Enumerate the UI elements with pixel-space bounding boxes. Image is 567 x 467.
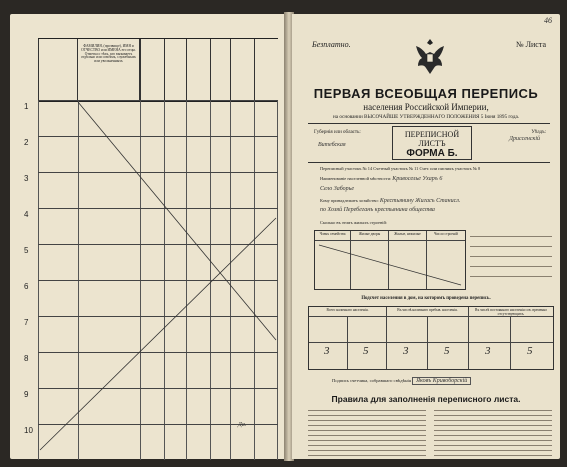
place-value: Кривоселье Ухаръ 6 <box>392 176 443 182</box>
row-number: 5 <box>24 246 29 255</box>
summary-header: Въ числѣ наличнаго пребыв. населенія. <box>387 307 469 317</box>
census-subtitle: населения Российской Империи, <box>363 102 489 112</box>
summary-table <box>308 306 554 370</box>
summary-header: Всего наличнаго населенія. <box>309 307 387 317</box>
summary-value: 5 <box>444 345 450 357</box>
right-page <box>292 14 560 459</box>
imperial-eagle-emblem <box>412 36 448 76</box>
header-cell <box>164 39 186 101</box>
province-value: Витебская <box>318 142 346 148</box>
summary-value: 3 <box>403 345 409 357</box>
district-label: Уѣздъ: <box>531 130 546 135</box>
summary-value: 3 <box>324 345 330 357</box>
district-value: Дриссенскій <box>509 136 540 142</box>
village-value: Село Заборье <box>320 186 355 192</box>
row-number: 8 <box>24 354 29 363</box>
left-table-body <box>24 100 278 460</box>
signature-label: Подпись счетчика, собравшаго свѣдѣнія <box>332 378 411 383</box>
owner-value: Крестьянину Жигасъ Станисл. <box>379 198 461 204</box>
table-header: Число строеній <box>427 231 465 241</box>
summary-value: 3 <box>485 345 491 357</box>
buildings-table <box>314 230 466 290</box>
buildings-count-label: Сколько въ этомъ жилыхъ строеній: <box>320 220 388 225</box>
signature-value: Яковъ Кривоборскій <box>412 377 471 385</box>
owner-label: Кому принадлежитъ хозяйство: <box>320 198 379 203</box>
place-label: Наименованіе населенной мѣстности: <box>320 176 392 181</box>
summary-header: Въ числѣ постояннаго населенія сов. временно отсутствующихъ. <box>469 307 553 317</box>
page-corner-number: 46 <box>544 16 552 25</box>
rules-title: Правила для заполненія переписного листа. <box>331 394 521 404</box>
summary-value: 5 <box>363 345 369 357</box>
form-box <box>392 126 472 160</box>
hand-mark: Да. <box>238 422 247 428</box>
header-cell <box>230 39 254 101</box>
form-number: ФОРМА Б. <box>406 148 458 159</box>
left-table-header <box>38 38 278 102</box>
list-number-label: № Листа <box>515 40 546 49</box>
header-cell <box>140 39 164 101</box>
province-label: Губернія или область: <box>314 130 361 135</box>
row-number: 2 <box>24 138 29 147</box>
summary-title: Подсчет населения в дом, на которомъ проведена перепись. <box>361 296 491 301</box>
row-number: 10 <box>24 426 33 435</box>
row-number: 7 <box>24 318 29 327</box>
header-cell-name: ФАМИЛИЯ, (прозвище), ИМЯ и ОТЧЕСТВО или ИМЕНА его отцы. Отметка о тѣхъ, кто вызываетъ отдѣльно или совсѣмъ, служебныхъ или увольненныхъ <box>78 39 140 101</box>
free-label: Безплатно. <box>312 40 351 49</box>
table-header: Жилые дворы <box>351 231 389 241</box>
summary-value: 5 <box>527 345 533 357</box>
row-number: 1 <box>24 102 29 111</box>
row-number: 9 <box>24 390 29 399</box>
row-number: 3 <box>24 174 29 183</box>
row-number: 4 <box>24 210 29 219</box>
table-header: Членъ семейства <box>315 231 351 241</box>
owner-value-2: по Хозяй Перебеганъ крестьянина общества <box>320 207 435 213</box>
row-number: 6 <box>24 282 29 291</box>
header-cell <box>38 39 78 101</box>
cross-out-lines <box>38 100 278 460</box>
header-cell <box>254 39 278 101</box>
counter-line: Переписный участокъ № 14 Счетный участокъ № 11 Счет. или писчикъ участокъ № 8 <box>320 166 481 171</box>
left-page <box>10 14 286 459</box>
header-cell <box>186 39 210 101</box>
census-title: ПЕРВАЯ ВСЕОБЩАЯ ПЕРЕПИСЬ <box>313 86 539 101</box>
census-basis: на основании ВЫСОЧАЙШЕ УТВЕРЖДЕННАГО ПОЛОЖЕНИЯ 5 Іюня 1895 года. <box>332 114 520 120</box>
header-cell <box>210 39 230 101</box>
form-title: ПЕРЕПИСНОЙ ЛИСТЪ <box>404 130 460 148</box>
table-header: Жилые, нежилые <box>389 231 427 241</box>
